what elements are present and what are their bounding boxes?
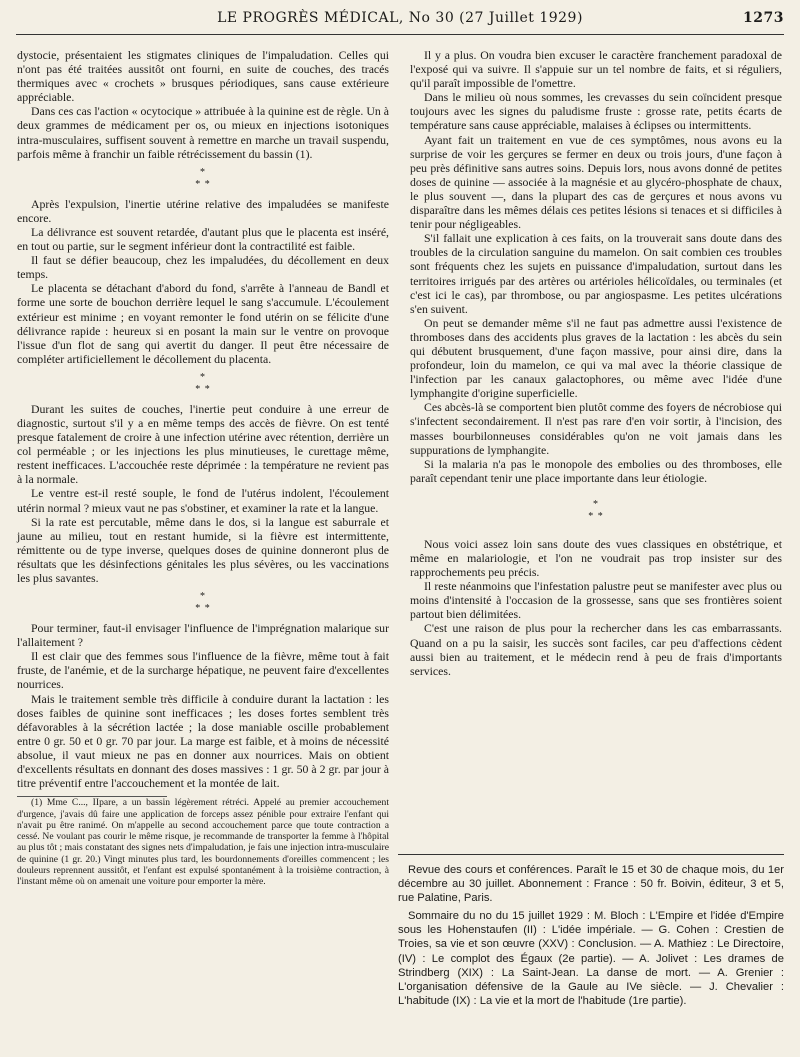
paragraph: Ces abcès-là se comportent bien plutôt comme des foyers de nécrobiose qui s'infectent secondairement. Il n'est pas rare d'en voir sortir, à l'incision, des masses bourbilonneuses considérables qu'on ne voit jamais dans les suppurations de lymphangite. xyxy=(410,400,782,457)
journal-title: LE PROGRÈS MÉDICAL, No 30 (27 Juillet 1929) xyxy=(217,10,583,26)
paragraph: Si la malaria n'a pas le monopole des embolies ou des thromboses, elle paraît cependant tenir une place importante dans leur étiologie. xyxy=(410,456,782,485)
paragraph: On peut se demander même s'il ne faut pas admettre aussi l'existence de thromboses dans des accidents plus graves de la lactation : les abcès du sein qui débutent brusquement, d'une façon massive, pour ainsi dire, dans la profondeur, loin du mamelon, ce qui va mal avec la théorie classique de l'infection par les canaux galactophores, ou même avec l'idée d'une lymphangite d'origine superficielle. xyxy=(410,315,782,401)
header-rule xyxy=(16,34,784,35)
running-head xyxy=(16,10,784,34)
asterism-separator: * * * xyxy=(195,371,211,395)
paragraph: Nous voici assez loin sans doute des vues classiques en obstétrique, et même en malariologie, et l'on ne voudrait pas trop insister sur des rapprochements peu précis. xyxy=(410,536,782,580)
footnote: (1) Mme C..., IIpare, a un bassin légèrement rétréci. Appelé au premier accouchement d'urgence, j'avais dû faire une application de forceps assez pénible pour extraire l'enfant qui n'avait pu être ranimé. On m'appelle au second accouchement parce que toute contraction a cessé. Ne voulant pas courir le même risque, je recommande de transporter la femme à l'hôpital au plus tôt ; mais constatant des signes nets d'impaludation, je fais une injection intra-musculaire de quinine (1 gr. 20.) Vingt minutes plus tard, les bourdonnements d'oreilles commencent ; les douleurs reprennent aussitôt, et l'enfant est expulsé spontanément à la troisième contraction, à l'instant même où on amenait une voiture pour emporter la mère. xyxy=(17,797,389,888)
paragraph: Ayant fait un traitement en vue de ces symptômes, nous avons eu la surprise de voir les gerçures se fermer en deux ou trois jours, d'une façon à peu près définitive sans autres soins. Depuis lors, nous avons donné de petites doses de quinine — associée à la magnésie et au glycéro-phosphate de chaux, le plus souvent —, dans la plupart des cas de gerçures et nous avons vu disparaître dans les mêmes délais ces petites lésions si tenaces et si difficiles à tenir pour négligeables. xyxy=(410,132,782,232)
paragraph: dystocie, présentaient les stigmates cliniques de l'impaludation. Celles qui n'ont pas été traitées aussitôt ont fourni, en suite de couches, des tracés thermiques avec « crochets » brusques périodiques, sans cause extérieure appréciable. xyxy=(17,48,389,105)
paragraph: Il faut se défier beaucoup, chez les impaludées, du décollement en deux temps. xyxy=(17,253,389,282)
paragraph: Pour terminer, faut-il envisager l'influence de l'imprégnation malarique sur l'allaitement ? xyxy=(17,621,389,650)
paragraph: S'il fallait une explication à ces faits, on la trouverait sans doute dans des troubles de la circulation sanguine du mamelon. On sait combien ces troubles sont fréquents chez les sujets en puissance d'impaludation, surtout dans les territoires irrigués par des artères ou artérioles hélicoïdales, ou terminales (et c'est ici le cas), par thrombose, ou par angiospasme. Les petites ulcérations s'en suivent. xyxy=(410,231,782,316)
asterism-separator: * * * xyxy=(195,591,211,615)
paragraph: Il y a plus. On voudra bien excuser le caractère franchement paradoxal de l'exposé qui va suivre. Il s'appuie sur un tel nombre de faits, et si réguliers, qu'il paraît impossible de l'omettre. xyxy=(410,48,782,91)
page-number: 1273 xyxy=(743,10,784,26)
asterism-separator: * * * xyxy=(588,498,604,522)
paragraph: Le placenta se détachant d'abord du fond, s'arrête à l'anneau de Bandl et forme une sorte de bouchon derrière lequel le sang s'accumule. L'écoulement extérieur est minime ; en voyant remonter le fond utérin on se félicite d'une délivrance rapide : heureux si en posant la main sur le ventre on provoque l'issue d'un flot de sang qui avertit du danger. Il peut être nécessaire de compléter artificiellement le décollement du placenta. xyxy=(17,281,389,366)
right-column xyxy=(410,48,782,678)
asterism-separator: * * * xyxy=(195,166,211,190)
paragraph: Si la rate est percutable, même dans le dos, si la langue est saburrale et jaune au milieu, tout en restant humide, si la fièvre est intermittente, rémittente ou de type inverse, quelques doses de quinine donneront plus de résultats que les désinfections génitales les plus sévères, ou les vaccinations les plus savantes. xyxy=(17,514,389,585)
review-notice xyxy=(398,854,784,1012)
paragraph: Il reste néanmoins que l'infestation palustre peut se manifester avec plus ou moins d'intensité à l'occasion de la grossesse, sans que ses frontières soient partout bien délimitées. xyxy=(410,579,782,622)
notice-paragraph: Revue des cours et conférences. Paraît le 15 et 30 de chaque mois, du 1er décembre au 30 juillet. Abonnement : France : 50 fr. Boivin, éditeur, 3 et 5, rue Palatine, Paris. xyxy=(398,864,784,905)
paragraph: La délivrance est souvent retardée, d'autant plus que le placenta est inséré, en tout ou partie, sur le segment inférieur dont la contractilité est faible. xyxy=(17,224,389,254)
paragraph: Durant les suites de couches, l'inertie peut conduire à une erreur de diagnostic, surtout s'il y a en même temps des accès de fièvre. On est tenté presque fatalement de croire à une infection utérine avec rétention, derrière un col perméable ; or les injections les plus minutieuses, le curettage même, restent inefficaces. L'accouchée reste déprimée : la température ne revient pas à la normale. xyxy=(17,401,389,487)
notice-paragraph: Sommaire du no du 15 juillet 1929 : M. Bloch : L'Empire et l'idée d'Empire sous les Hohenstaufen (II) : L'idée impériale. — G. Cohen : Crestien de Troies, sa vie et son œuvre (XXV) : Conclusion. — A. Mathiez : Le Directoire, (IV) : Le complot des Égaux (2e partie). — A. Jolivet : Les drames de Strindberg (XIX) : La Saint-Jean. La danse de mort. — A. Grenier : L'organisation défensive de la Gaule au IVe siècle. — J. Chevalier : L'habitude (IX) : La vie et la mort de l'habitude (1re partie). xyxy=(398,910,784,1007)
paragraph: Après l'expulsion, l'inertie utérine relative des impaludées se manifeste encore. xyxy=(17,196,389,225)
paragraph: Dans ces cas l'action « ocytocique » attribuée à la quinine est de règle. Un à deux grammes de médicament per os, ou mieux en injections isotoniques intra-musculaires, suffisent souvent à remettre en marche un travail suspendu, parfois même à franchir un faible rétrécissement du bassin (1). xyxy=(17,104,389,161)
paragraph: Mais le traitement semble très difficile à conduire durant la lactation : les doses faibles de quinine sont inefficaces ; les doses fortes semblent très défavorables à la sécrétion lactée ; la dose maniable oscille probablement entre 0 gr. 50 et 0 gr. 70 par jour. La marge est faible, et à moins de nécessité absolue, il vaut mieux ne pas en donner aux nourrices. Mais on obtient d'excellents résultats en donnant des doses massives : 1 gr. 50 à 2 gr. par jour à titre préventif entre l'accouchement et la montée de lait. xyxy=(17,691,389,791)
paragraph: C'est une raison de plus pour la rechercher dans les cas embarrassants. Quand on a pu la saisir, les succès sont faciles, car peu d'affections cèdent aussi bien au traitement, et le médecin rend à peu de frais d'importants services. xyxy=(410,621,782,678)
left-column xyxy=(17,48,389,888)
paragraph: Le ventre est-il resté souple, le fond de l'utérus indolent, l'écoulement utérin normal ? mieux vaut ne pas s'obstiner, et examiner la rate et la langue. xyxy=(17,486,389,515)
paragraph: Il est clair que des femmes sous l'influence de la fièvre, même tout à fait fruste, de l'anémie, et de la surcharge hépatique, ne peuvent faire d'excellentes nourrices. xyxy=(17,649,389,692)
paragraph: Dans le milieu où nous sommes, les crevasses du sein coïncident presque toujours avec les signes du paludisme fruste : grosse rate, petits écarts de température sans cause appréciable, malaises à éclipses ou intermittents. xyxy=(410,90,782,133)
